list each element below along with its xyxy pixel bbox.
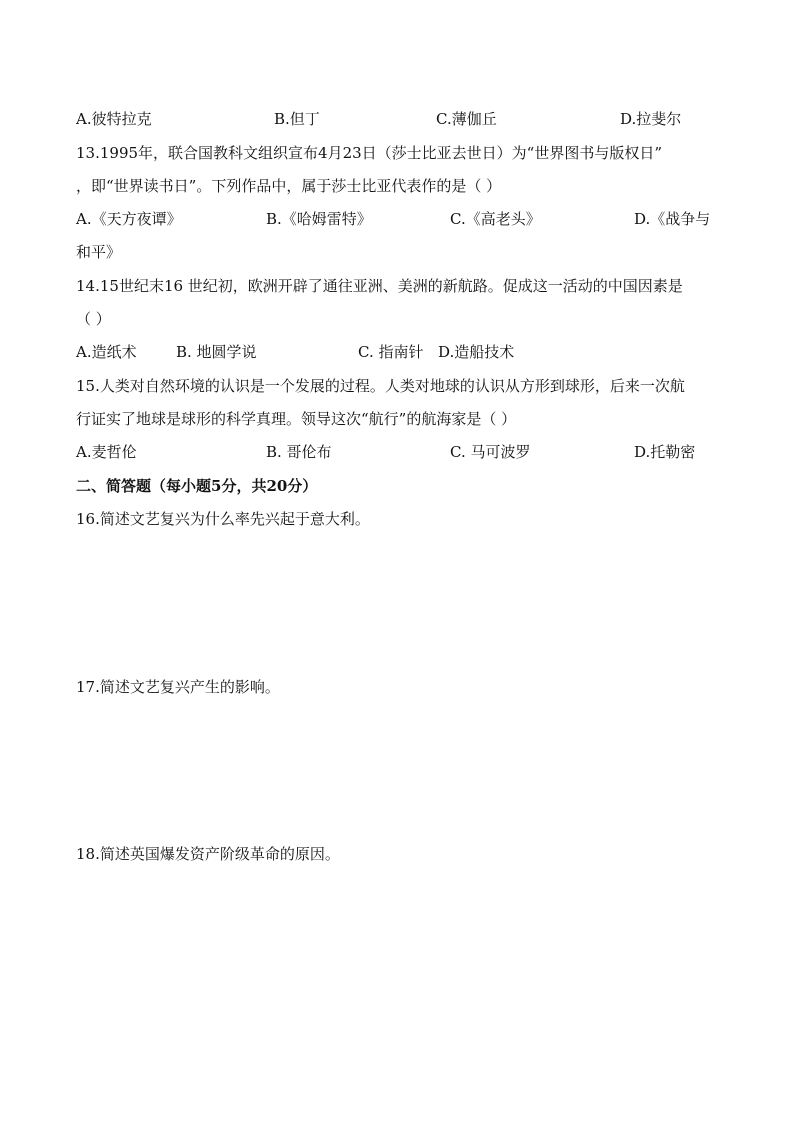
q15-stem-line1: 15.人类对自然环境的认识是一个发展的过程。人类对地球的认识从方形到球形，后来一次航 <box>76 377 685 395</box>
q13-option-a: A.《天方夜谭》 <box>76 210 182 228</box>
question-18: 18.简述英国爆发资产阶级革命的原因。 <box>76 845 340 863</box>
q14-stem-line1: 14.15世纪末16 世纪初，欧洲开辟了通往亚洲、美洲的新航路。促成这一活动的中国因素是 <box>76 277 683 295</box>
q14-option-c: C. 指南针 <box>358 343 424 361</box>
q15-option-b: B. 哥伦布 <box>266 443 332 461</box>
q14-stem-line2: （ ） <box>76 310 111 328</box>
q14-option-a: A.造纸术 <box>76 343 137 361</box>
q15-option-c: C. 马可波罗 <box>450 443 531 461</box>
q13-option-d: D.《战争与 <box>634 210 711 228</box>
q14-option-d: D.造船技术 <box>438 343 515 361</box>
q13-stem-line2: ，即“世界读书日”。下列作品中，属于莎士比亚代表作的是（ ） <box>76 177 502 195</box>
section-heading-short-answer: 二、简答题（每小题5分，共20分） <box>76 477 318 495</box>
q13-option-b: B.《哈姆雷特》 <box>266 210 372 228</box>
q12-option-b: B.但丁 <box>274 110 320 128</box>
q13-option-c: C.《高老头》 <box>450 210 541 228</box>
q12-option-d: D.拉斐尔 <box>620 110 682 128</box>
q15-stem-line2: 行证实了地球是球形的科学真理。领导这次“航行”的航海家是（ ） <box>76 410 517 428</box>
q15-option-d: D.托勒密 <box>634 443 696 461</box>
q13-option-d-continued: 和平》 <box>76 243 122 261</box>
q15-option-a: A.麦哲伦 <box>76 443 137 461</box>
q12-option-a: A.彼特拉克 <box>76 110 152 128</box>
question-16: 16.简述文艺复兴为什么率先兴起于意大利。 <box>76 510 370 528</box>
q14-option-b: B. 地圆学说 <box>176 343 257 361</box>
question-17: 17.简述文艺复兴产生的影响。 <box>76 678 280 696</box>
q12-option-c: C.薄伽丘 <box>436 110 497 128</box>
q13-stem-line1: 13.1995年，联合国教科文组织宣布4月23日（莎士比亚去世日）为“世界图书与版权日” <box>76 144 662 162</box>
